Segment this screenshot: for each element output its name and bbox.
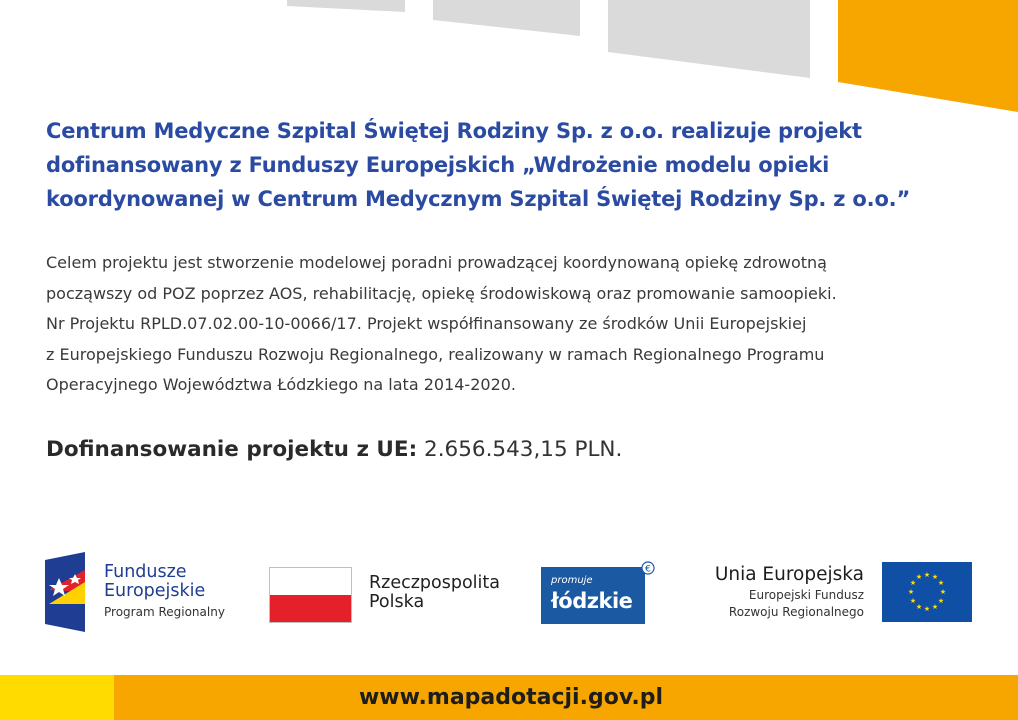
- orange-corner: [838, 0, 1018, 112]
- fundusze-line1: Fundusze: [104, 562, 187, 582]
- svg-text:★: ★: [915, 573, 923, 581]
- fundusze-line3: Program Regionalny: [104, 605, 225, 619]
- ue-line3: Rozwoju Regionalnego: [728, 605, 864, 619]
- header-decoration: [0, 0, 1018, 120]
- svg-text:★: ★: [923, 571, 931, 579]
- eu-flag-icon: [882, 562, 972, 622]
- svg-text:★: ★: [907, 588, 915, 596]
- heading-line: dofinansowany z Funduszy Europejskich „Wdrożenie modelu opieki: [46, 153, 830, 177]
- heading-line: koordynowanej w Centrum Medycznym Szpital Świętej Rodziny Sp. z o.o.”: [46, 187, 911, 211]
- fundusze-europejskie-logo: [45, 552, 95, 632]
- description-line: z Europejskiego Funduszu Rozwoju Regionalnego, realizowany w ramach Regionalnego Programu: [46, 344, 825, 364]
- grey-stripe-1: [287, 0, 405, 12]
- rp-line1: Rzeczpospolita: [369, 573, 500, 593]
- svg-text:★: ★: [915, 603, 923, 611]
- description-line: Nr Projektu RPLD.07.02.00-10-0066/17. Projekt współfinansowany ze środków Unii Europejskiej: [46, 314, 807, 333]
- unia-europejska-text: [715, 563, 864, 621]
- euro-icon: [641, 561, 655, 575]
- website-link[interactable]: www.mapadotacji.gov.pl: [358, 685, 664, 710]
- fundusze-line2: Europejskie: [104, 581, 206, 601]
- description-line: Celem projektu jest stworzenie modelowej poradni prowadzącej koordynowaną opiekę zdrowotną: [46, 253, 827, 272]
- svg-text:★: ★: [931, 603, 939, 611]
- svg-text:★: ★: [909, 579, 917, 587]
- heading-line: Centrum Medyczne Szpital Świętej Rodziny Sp. z o.o. realizuje projekt: [46, 119, 862, 143]
- svg-text:★: ★: [937, 597, 945, 605]
- fundusze-europejskie-text: [104, 563, 225, 623]
- lodzkie-logo: [541, 567, 645, 624]
- ue-line1: Unia Europejska: [714, 564, 864, 585]
- rzeczpospolita-text: [369, 574, 500, 612]
- project-description: [46, 248, 986, 401]
- lodzkie-small-text: promuje: [551, 575, 593, 586]
- description-line: Operacyjnego Województwa Łódzkiego na lata 2014-2020.: [46, 375, 517, 394]
- svg-text:★: ★: [909, 597, 917, 605]
- poland-flag-icon: [269, 567, 352, 623]
- svg-text:★: ★: [937, 579, 945, 587]
- funding-value: 2.656.543,15 PLN.: [424, 437, 623, 462]
- svg-text:★: ★: [923, 605, 931, 613]
- description-line: począwszy od POZ poprzez AOS, rehabilitację, opiekę środowiskową oraz promowanie samoopieki.: [46, 283, 837, 303]
- grey-stripe-2: [433, 0, 580, 36]
- project-heading: [46, 114, 976, 216]
- svg-text:★: ★: [931, 573, 939, 581]
- lodzkie-big-text: łódzkie: [551, 589, 633, 613]
- svg-text:★: ★: [939, 588, 947, 596]
- rp-line2: Polska: [369, 592, 425, 612]
- funding-label: Dofinansowanie projektu z UE:: [46, 437, 418, 462]
- footer-bar: [0, 675, 1018, 720]
- ue-line2: Europejski Fundusz: [748, 588, 864, 602]
- funding-amount: [46, 437, 622, 462]
- grey-stripe-3: [608, 0, 810, 78]
- svg-text:€: €: [645, 564, 651, 575]
